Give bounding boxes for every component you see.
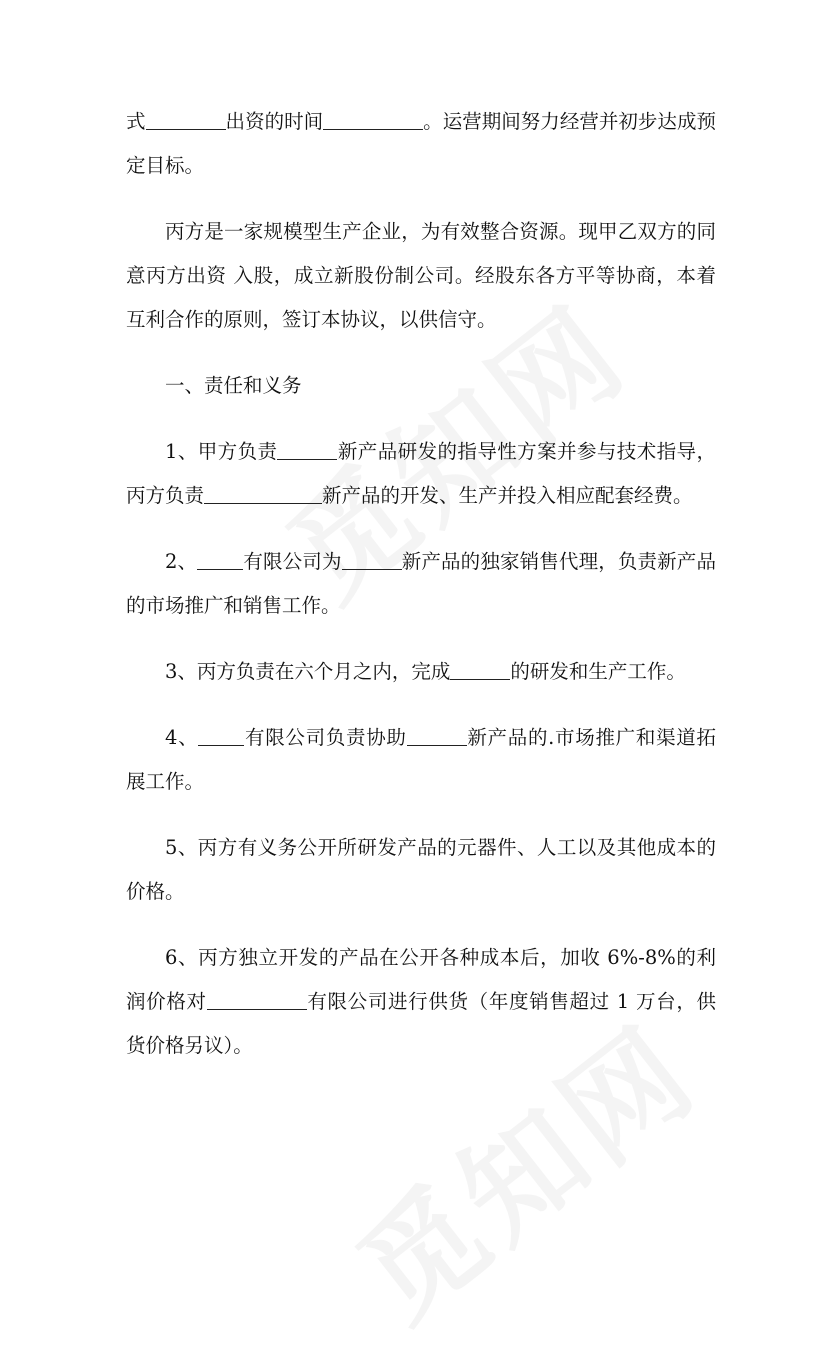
clause-5: 5、丙方有义务公开所研发产品的元器件、人工以及其他成本的价格。 [126, 836, 716, 903]
blank-field [198, 723, 244, 746]
blank-field [204, 481, 322, 504]
blank-field [323, 107, 423, 130]
section-heading-responsibilities: 一、责任和义务 [165, 374, 302, 397]
blank-field [342, 547, 402, 570]
blank-field [407, 723, 467, 746]
blank-field [277, 437, 337, 460]
blank-field [146, 107, 226, 130]
paragraph-party-c-intro: 丙方是一家规模型生产企业，为有效整合资源。现甲乙双方的同意丙方出资 入股，成立新股份制公司。经股东各方平等协商，本着互利合作的原则，签订本协议，以供信守。 [126, 220, 716, 331]
document-body [126, 100, 716, 1090]
blank-field [197, 547, 243, 570]
clause-1: 1、甲方负责 新产品研发的指导性方案并参与技术指导，丙方负责 新产品的开发、生产并投入相应配套经费。 [126, 430, 716, 518]
clause-3: 3、丙方负责在六个月之内，完成 的研发和生产工作。 [126, 650, 716, 694]
clause-2: 2、 有限公司为 新产品的独家销售代理，负责新产品的市场推广和销售工作。 [126, 540, 716, 628]
paragraph-contribution-time: 式 出资的时间 。运营期间努力经营并初步达成预定目标。 [126, 100, 716, 188]
clause-6: 6、丙方独立开发的产品在公开各种成本后，加收 6%-8%的利润价格对 有限公司进行供货（年度销售超过 1 万台，供货价格另议）。 [126, 946, 716, 1057]
blank-field [207, 987, 307, 1010]
blank-field [450, 657, 510, 680]
clause-4: 4、 有限公司负责协助 新产品的.市场推广和渠道拓展工作。 [126, 716, 716, 804]
